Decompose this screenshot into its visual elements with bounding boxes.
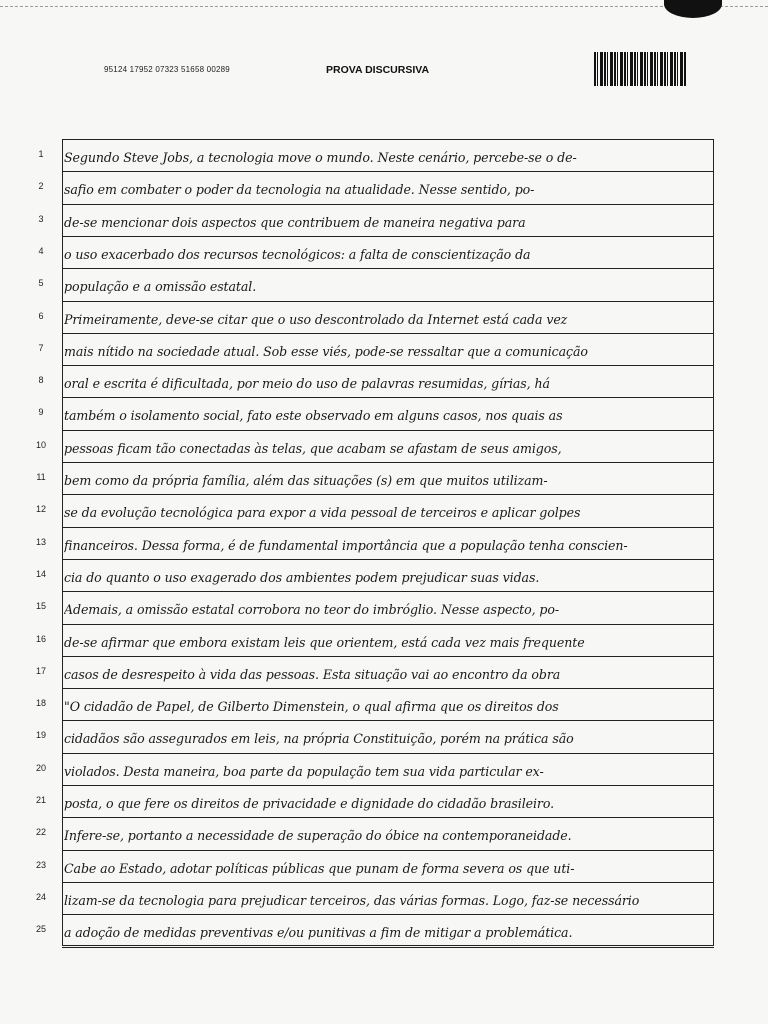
ruled-line <box>62 850 714 851</box>
line-number: 5 <box>38 278 44 289</box>
ruled-line <box>62 397 714 398</box>
ruled-line <box>62 462 714 463</box>
line-number: 3 <box>38 213 44 224</box>
ruled-line <box>62 591 714 592</box>
ruled-line <box>62 204 714 205</box>
handwritten-text: Segundo Steve Jobs, a tecnologia move o mundo. Neste cenário, percebe-se o de- <box>64 150 577 165</box>
handwritten-text: Ademais, a omissão estatal corrobora no teor do imbróglio. Nesse aspecto, po- <box>64 602 559 618</box>
page-title: PROVA DISCURSIVA <box>326 64 430 76</box>
ruled-line <box>62 494 714 495</box>
ruled-line <box>62 817 714 818</box>
line-number: 23 <box>35 859 46 870</box>
line-number: 14 <box>35 568 46 579</box>
ruled-line <box>62 914 714 915</box>
handwritten-text: Cabe ao Estado, adotar políticas públicas que punam de forma severa os que uti- <box>64 860 575 876</box>
line-number: 9 <box>38 407 44 418</box>
ruled-line <box>62 688 714 689</box>
line-number: 15 <box>35 601 46 612</box>
line-number: 4 <box>38 245 44 256</box>
line-number: 11 <box>36 472 46 482</box>
ruled-line <box>62 430 714 431</box>
handwritten-text: de-se afirmar que embora existam leis que orientem, está cada vez mais frequente <box>64 634 585 650</box>
handwritten-text: também o isolamento social, fato este observado em alguns casos, nos quais as <box>64 408 563 424</box>
handwritten-text: financeiros. Dessa forma, é de fundamental importância que a população tenha conscien- <box>64 537 628 553</box>
handwritten-text: cidadãos são assegurados em leis, na própria Constituição, porém na prática são <box>64 731 574 747</box>
line-number: 21 <box>35 795 46 805</box>
handwritten-text: Infere-se, portanto a necessidade de superação do óbice na contemporaneidade. <box>64 828 572 844</box>
ruled-line <box>62 559 714 560</box>
ruled-line <box>62 527 714 528</box>
line-number: 24 <box>35 891 46 902</box>
handwritten-text: casos de desrespeito à vida das pessoas. Esta situação vai ao encontro da obra <box>64 666 561 682</box>
line-number: 22 <box>35 827 46 838</box>
line-number: 16 <box>35 633 46 644</box>
candidate-code: 95124 17952 07323 51658 00289 <box>104 65 230 74</box>
ruled-line <box>62 365 714 366</box>
ruled-line <box>62 753 714 754</box>
handwritten-text: bem como da própria família, além das situações (s) em que muitos utilizam- <box>64 473 548 488</box>
ruled-line <box>62 301 714 302</box>
ruled-line <box>62 236 714 237</box>
handwritten-text: a adoção de medidas preventivas e/ou punitivas a fim de mitigar a problemática. <box>64 925 573 941</box>
handwritten-text: oral e escrita é dificultada, por meio do uso de palavras resumidas, gírias, há <box>64 376 550 392</box>
ruled-line <box>62 882 714 883</box>
line-number: 25 <box>35 924 46 935</box>
barcode-icon <box>594 52 687 86</box>
line-number: 12 <box>35 504 46 515</box>
line-number: 2 <box>38 181 44 192</box>
handwritten-text: população e a omissão estatal. <box>64 279 257 295</box>
ruled-line <box>62 947 714 948</box>
line-number: 17 <box>35 665 46 676</box>
handwritten-text: se da evolução tecnológica para expor a vida pessoal de terceiros e aplicar golpes <box>64 505 581 521</box>
ruled-line <box>62 333 714 334</box>
handwritten-text: lizam-se da tecnologia para prejudicar terceiros, das várias formas. Logo, faz-se necessário <box>64 892 640 908</box>
handwritten-text: mais nítido na sociedade atual. Sob esse viés, pode-se ressaltar que a comunicação <box>64 343 588 359</box>
line-number: 19 <box>35 730 46 741</box>
ruled-line <box>62 785 714 786</box>
ruled-line <box>62 720 714 721</box>
handwritten-text: cia do quanto o uso exagerado dos ambientes podem prejudicar suas vidas. <box>64 569 540 585</box>
handwritten-text: Primeiramente, deve-se citar que o uso descontrolado da Internet está cada vez <box>64 311 568 327</box>
handwritten-text: "O cidadão de Papel, de Gilberto Dimenstein, o qual afirma que os direitos dos <box>64 699 559 715</box>
line-number: 6 <box>38 310 44 321</box>
handwritten-text: de-se mencionar dois aspectos que contribuem de maneira negativa para <box>64 214 526 230</box>
line-number: 8 <box>38 375 44 386</box>
handwritten-text: safio em combater o poder da tecnologia na atualidade. Nesse sentido, po- <box>64 182 535 198</box>
line-number: 20 <box>35 762 46 773</box>
handwritten-text: o uso exacerbado dos recursos tecnológicos: a falta de conscientização da <box>64 246 531 262</box>
handwritten-text: violados. Desta maneira, boa parte da população tem sua vida particular ex- <box>64 763 544 779</box>
ruled-line <box>62 268 714 269</box>
line-number: 7 <box>38 342 44 353</box>
line-number: 13 <box>35 536 46 547</box>
ruled-line <box>62 171 714 172</box>
handwritten-text: posta, o que fere os direitos de privacidade e dignidade do cidadão brasileiro. <box>64 796 555 811</box>
line-number: 18 <box>35 698 46 709</box>
line-number: 10 <box>35 439 46 450</box>
ruled-line <box>62 624 714 625</box>
handwritten-text: pessoas ficam tão conectadas às telas, que acabam se afastam de seus amigos, <box>64 440 562 456</box>
line-number: 1 <box>38 149 44 159</box>
ruled-line <box>62 656 714 657</box>
